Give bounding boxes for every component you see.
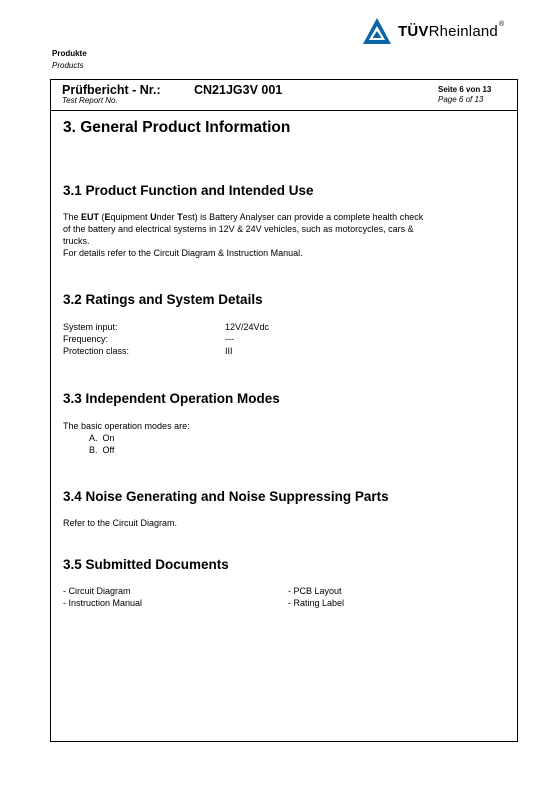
page-number-en: Page 6 of 13: [438, 95, 484, 104]
rating-value: III: [225, 346, 233, 356]
documents-column-1: [63, 585, 142, 609]
ratings-row: [63, 321, 269, 333]
heading-ratings: 3.2 Ratings and System Details: [63, 292, 263, 307]
noise-parts-text: Refer to the Circuit Diagram.: [63, 518, 178, 528]
product-function-line-2: of the battery and electrical systems in 12V & 24V vehicles, such as motorcycles, cars &: [63, 224, 414, 234]
rating-value: 12V/24Vdc: [225, 322, 270, 332]
heading-product-function: 3.1 Product Function and Intended Use: [63, 183, 314, 198]
report-label-de: Prüfbericht - Nr.:: [62, 83, 161, 97]
rating-value: ---: [225, 334, 234, 344]
rating-label: System input:: [63, 322, 118, 332]
brand-name: TÜVRheinland®: [398, 20, 505, 40]
tuv-rheinland-logo: [362, 16, 504, 46]
heading-submitted-documents: 3.5 Submitted Documents: [63, 557, 229, 572]
report-label-en: Test Report No.: [62, 96, 118, 105]
mode-item: A. On: [89, 433, 115, 443]
product-function-line-4: For details refer to the Circuit Diagram & Instruction Manual.: [63, 248, 303, 258]
heading-noise-parts: 3.4 Noise Generating and Noise Suppressing Parts: [63, 489, 389, 504]
report-number: CN21JG3V 001: [194, 83, 283, 97]
page-frame: [50, 79, 518, 742]
heading-operation-modes: 3.3 Independent Operation Modes: [63, 391, 280, 406]
section-label-de: Produkte: [52, 49, 87, 58]
rating-label: Protection class:: [63, 346, 130, 356]
operation-modes-intro: The basic operation modes are:: [63, 421, 190, 431]
page-number-de: Seite 6 von 13: [438, 85, 492, 94]
ratings-table: [63, 321, 269, 357]
section-label-en: Products: [52, 61, 84, 70]
ratings-row: [63, 345, 269, 357]
document-item: - Instruction Manual: [63, 598, 143, 608]
document-item: - Rating Label: [288, 598, 345, 608]
header-divider: [50, 110, 518, 111]
product-function-line-3: trucks.: [63, 236, 90, 246]
tuv-triangle-icon: [362, 17, 392, 45]
product-function-text: [63, 211, 503, 259]
product-function-line-1: The EUT (Equipment Under Test) is Battery Analyser can provide a complete health check: [63, 212, 424, 222]
ratings-row: [63, 333, 269, 345]
rating-label: Frequency:: [63, 334, 109, 344]
document-item: - PCB Layout: [288, 586, 342, 596]
documents-column-2: [288, 585, 344, 609]
page-title: 3. General Product Information: [63, 119, 291, 136]
document-item: - Circuit Diagram: [63, 586, 131, 596]
operation-modes-text: [63, 420, 190, 456]
mode-item: B. Off: [89, 445, 115, 455]
